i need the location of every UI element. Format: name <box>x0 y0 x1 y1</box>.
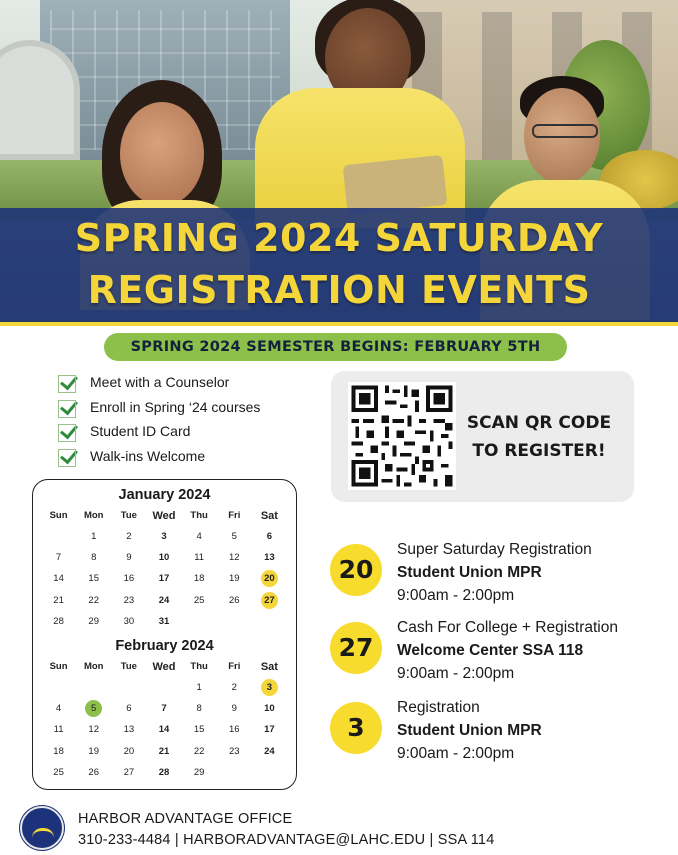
calendar-day: 15 <box>88 573 99 585</box>
calendar-day: 10 <box>264 703 275 715</box>
event-details <box>397 616 677 685</box>
calendar-day: 19 <box>88 745 99 757</box>
checklist-item-label: Walk-ins Welcome <box>90 447 206 464</box>
checklist-item-label: Student ID Card <box>90 423 191 440</box>
title-line-2: REGISTRATION EVENTS <box>87 268 591 312</box>
checkmark-icon <box>58 422 80 440</box>
weekday-header: Mon <box>83 661 104 672</box>
event-date-badge: 3 <box>330 702 382 754</box>
calendar-day: 18 <box>193 573 205 585</box>
calendar-grid-february <box>41 657 287 783</box>
calendar-day: 28 <box>158 766 170 778</box>
page-title <box>0 212 678 316</box>
calendar-card <box>32 479 297 790</box>
calendar-day: 6 <box>266 531 273 542</box>
harbor-advantage-logo <box>20 806 64 850</box>
calendar-day: 17 <box>264 724 275 736</box>
calendar-day: 18 <box>53 745 64 757</box>
calendar-title-february: February 2024 <box>115 638 214 654</box>
event-details <box>397 696 677 765</box>
calendar-day: 7 <box>161 703 167 715</box>
weekday-header: Sun <box>49 661 68 672</box>
calendar-day-empty <box>217 762 252 783</box>
weekday-header: Sun <box>49 510 68 521</box>
event-name: Registration <box>397 699 480 716</box>
calendar-day: 30 <box>123 615 135 627</box>
calendar-day: 16 <box>123 573 135 585</box>
title-line-1: SPRING 2024 SATURDAY <box>74 216 604 260</box>
calendar-day: 4 <box>196 531 202 542</box>
event-date-badge: 20 <box>330 544 382 596</box>
weekday-header: Sat <box>260 510 278 522</box>
office-name: HARBOR ADVANTAGE OFFICE <box>78 811 293 827</box>
weekday-header: Mon <box>83 510 104 521</box>
contact-info: 310-233-4484 | HARBORADVANTAGE@LAHC.EDU | SSA 114 <box>78 832 495 848</box>
calendar-day: 29 <box>193 766 205 778</box>
calendar-day <box>76 698 111 719</box>
calendar-day-empty <box>41 677 76 698</box>
calendar-day: 16 <box>228 724 240 736</box>
calendar-day: 23 <box>228 745 240 757</box>
qr-instructions <box>459 409 619 465</box>
calendar-day: 13 <box>123 724 135 736</box>
weekday-header: Wed <box>152 510 176 522</box>
calendar-day: 21 <box>53 594 64 606</box>
highlighted-date: 20 <box>261 570 278 587</box>
weekday-header: Tue <box>120 661 137 672</box>
checklist-item-label: Enroll in Spring ‘24 courses <box>90 398 261 415</box>
calendar-day: 26 <box>228 594 240 606</box>
event-name: Cash For College + Registration <box>397 619 618 636</box>
footer-contact <box>78 809 494 851</box>
event-details <box>397 538 677 607</box>
weekday-header: Tue <box>120 510 137 521</box>
calendar-day: 25 <box>193 594 205 606</box>
calendar-day-empty <box>217 611 252 632</box>
calendar-day: 9 <box>126 552 132 564</box>
calendar-day: 26 <box>88 766 99 778</box>
event-name: Super Saturday Registration <box>397 541 592 558</box>
event-time: 9:00am - 2:00pm <box>397 665 515 682</box>
calendar-day: 5 <box>231 531 237 542</box>
calendar-day: 9 <box>231 703 237 715</box>
calendar-day: 15 <box>193 724 205 736</box>
calendar-day: 28 <box>53 615 64 627</box>
qr-text-line-2: TO REGISTER! <box>472 441 606 461</box>
calendar-day: 13 <box>264 552 275 564</box>
divider <box>0 322 678 326</box>
checkmark-icon <box>58 447 80 465</box>
calendar-day: 21 <box>158 745 170 757</box>
calendar-day: 20 <box>123 745 135 757</box>
calendar-title-january: January 2024 <box>118 487 211 503</box>
weekday-header: Fri <box>228 661 241 672</box>
calendar-grid-january <box>41 506 287 632</box>
weekday-header: Sat <box>260 661 278 673</box>
calendar-day: 19 <box>228 573 240 585</box>
calendar-day-empty <box>146 677 181 698</box>
qr-code[interactable] <box>348 382 456 490</box>
calendar-day: 2 <box>126 531 132 542</box>
calendar-day: 8 <box>196 703 202 715</box>
checklist-item <box>58 444 260 469</box>
highlighted-date: 27 <box>261 592 278 609</box>
calendar-day <box>252 590 287 611</box>
calendar-day: 31 <box>158 615 170 627</box>
calendar-day: 14 <box>158 724 170 736</box>
calendar-day: 23 <box>123 594 135 606</box>
calendar-day: 4 <box>55 703 62 715</box>
calendar-day-empty <box>41 526 76 547</box>
calendar-day: 3 <box>161 531 167 542</box>
calendar-day: 8 <box>91 552 97 564</box>
event-location: Welcome Center SSA 118 <box>397 642 584 659</box>
event-location: Student Union MPR <box>397 564 542 581</box>
calendar-day: 24 <box>264 745 275 757</box>
calendar-day: 22 <box>193 745 205 757</box>
calendar-day: 11 <box>53 724 64 736</box>
weekday-header: Thu <box>190 510 208 521</box>
calendar-day-empty <box>111 677 146 698</box>
calendar-day: 22 <box>88 594 99 606</box>
calendar-day: 24 <box>158 594 170 606</box>
highlighted-date: 3 <box>261 679 278 696</box>
calendar-day: 14 <box>53 573 64 585</box>
calendar-day-empty <box>182 611 217 632</box>
calendar-day: 7 <box>55 552 62 564</box>
calendar-day: 27 <box>123 766 135 778</box>
calendar-day-empty <box>76 677 111 698</box>
calendar-day-empty <box>252 762 287 783</box>
calendar-day: 10 <box>158 552 170 564</box>
calendar-day: 1 <box>196 682 202 693</box>
calendar-day: 1 <box>91 531 97 542</box>
calendar-day: 11 <box>194 552 205 564</box>
event-date-badge: 27 <box>330 622 382 674</box>
checklist-item-label: Meet with a Counselor <box>90 374 230 391</box>
highlighted-date: 5 <box>85 700 102 717</box>
checklist-item <box>58 395 260 420</box>
qr-register-box <box>331 371 634 502</box>
calendar-day: 2 <box>231 682 237 693</box>
weekday-header: Wed <box>152 661 176 673</box>
weekday-header: Fri <box>228 510 241 521</box>
checklist-item <box>58 419 260 444</box>
calendar-day: 12 <box>228 552 240 564</box>
weekday-header: Thu <box>190 661 208 672</box>
calendar-day-empty <box>252 611 287 632</box>
calendar-day: 29 <box>88 615 99 627</box>
calendar-day: 17 <box>158 573 170 585</box>
event-time: 9:00am - 2:00pm <box>397 745 515 762</box>
event-time: 9:00am - 2:00pm <box>397 587 515 604</box>
calendar-day: 6 <box>126 703 132 715</box>
checkmark-icon <box>58 373 80 391</box>
calendar-day <box>252 568 287 589</box>
event-location: Student Union MPR <box>397 722 542 739</box>
calendar-day: 12 <box>88 724 99 736</box>
calendar-day <box>252 677 287 698</box>
qr-text-line-1: SCAN QR CODE <box>466 413 612 433</box>
calendar-day: 25 <box>53 766 64 778</box>
checklist <box>58 370 260 468</box>
semester-start-badge: SPRING 2024 SEMESTER BEGINS: FEBRUARY 5TH <box>104 333 567 361</box>
checkmark-icon <box>58 398 80 416</box>
checklist-item <box>58 370 260 395</box>
